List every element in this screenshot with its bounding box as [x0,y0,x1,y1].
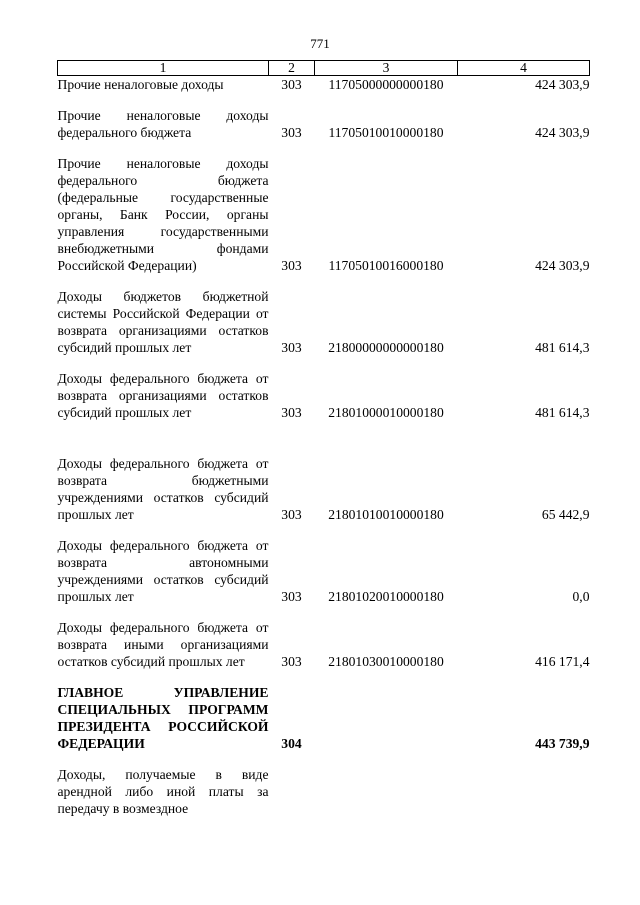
admin-code-cell: 303 [281,125,302,140]
column-header-4: 4 [458,61,590,76]
admin-code-cell [269,766,315,817]
revenue-name-cell: Доходы федерального бюджета от возврата организациями остатков субсидий прошлых лет [57,371,269,420]
admin-code-cell: 303 [281,77,302,92]
revenue-name-cell: Доходы федерального бюджета от возврата автономными учреждениями остатков субсидий прошлых лет [57,538,269,604]
row-spacer-cell [58,523,590,537]
row-spacer-cell [58,141,590,155]
row-spacer-cell [58,356,590,370]
row-spacer-cell [58,605,590,619]
revenue-name-cell: Прочие неналоговые доходы федерального бюджета [57,108,269,140]
budget-revenue-table [57,60,590,817]
revenue-name-cell: ГЛАВНОЕ УПРАВЛЕНИЕ СПЕЦИАЛЬНЫХ ПРОГРАММ ПРЕЗИДЕНТА РОССИЙСКОЙ ФЕДЕРАЦИИ [57,685,269,751]
classification-code-cell: 11705000000000180 [328,77,444,92]
table-row [58,107,590,141]
row-spacer-cell [58,274,590,288]
row-spacer-cell [58,93,590,107]
classification-code-cell: 21801030010000180 [328,654,444,669]
admin-code-cell: 303 [281,654,302,669]
amount-cell: 0,0 [572,589,590,604]
row-spacer [58,356,590,370]
column-header-3: 3 [315,61,458,76]
row-spacer [58,752,590,766]
classification-code-cell: 21801000010000180 [328,405,444,420]
row-spacer [58,605,590,619]
column-header-1: 1 [58,61,269,76]
table-row [58,288,590,356]
row-spacer [58,670,590,684]
table-header-row [58,61,590,76]
row-spacer [58,421,590,455]
amount-cell: 424 303,9 [535,258,590,273]
admin-code-cell: 303 [281,507,302,522]
revenue-name-cell: Доходы, получаемые в виде арендной либо иной платы за передачу в возмездное [57,767,269,816]
revenue-name-cell: Доходы федерального бюджета от возврата иными организациями остатков субсидий прошлых лет [57,620,269,669]
amount-cell: 424 303,9 [535,77,590,92]
admin-code-cell: 304 [281,736,302,751]
amount-cell: 65 442,9 [541,507,590,522]
table-row [58,370,590,421]
row-spacer-cell [58,752,590,766]
amount-cell: 443 739,9 [535,736,590,751]
page-number: 771 [310,36,330,51]
table-row [58,766,590,817]
amount-cell: 481 614,3 [535,340,590,355]
classification-code-cell: 21800000000000180 [328,340,444,355]
table-row [58,537,590,605]
classification-code-cell: 21801020010000180 [328,589,444,604]
revenue-name-cell: Доходы бюджетов бюджетной системы Российской Федерации от возврата организациями остатков субсидий прошлых лет [57,289,269,355]
revenue-name-cell: Доходы федерального бюджета от возврата бюджетными учреждениями остатков субсидий прошлых лет [57,456,269,522]
admin-code-cell: 303 [281,405,302,420]
classification-code-cell [315,766,458,817]
table-row [58,76,590,94]
classification-code-cell: 11705010016000180 [328,258,444,273]
amount-cell [458,766,590,817]
classification-code-cell: 11705010010000180 [328,125,444,140]
revenue-name-cell: Прочие неналоговые доходы федерального бюджета (федеральные государственные органы, Банк России, органы управления государственными внебюджетными фондами Российской Федерации) [57,156,269,273]
classification-code-cell [315,684,458,752]
row-spacer [58,93,590,107]
row-spacer [58,274,590,288]
amount-cell: 481 614,3 [535,405,590,420]
table-row [58,455,590,523]
amount-cell: 424 303,9 [535,125,590,140]
table-row [58,684,590,752]
column-header-2: 2 [269,61,315,76]
row-spacer-cell [58,421,590,455]
admin-code-cell: 303 [281,340,302,355]
admin-code-cell: 303 [281,589,302,604]
admin-code-cell: 303 [281,258,302,273]
row-spacer [58,523,590,537]
amount-cell: 416 171,4 [535,654,590,669]
table-row [58,619,590,670]
revenue-name-cell: Прочие неналоговые доходы [57,77,224,92]
row-spacer [58,141,590,155]
classification-code-cell: 21801010010000180 [328,507,444,522]
row-spacer-cell [58,670,590,684]
table-body [58,76,590,818]
table-row [58,155,590,274]
